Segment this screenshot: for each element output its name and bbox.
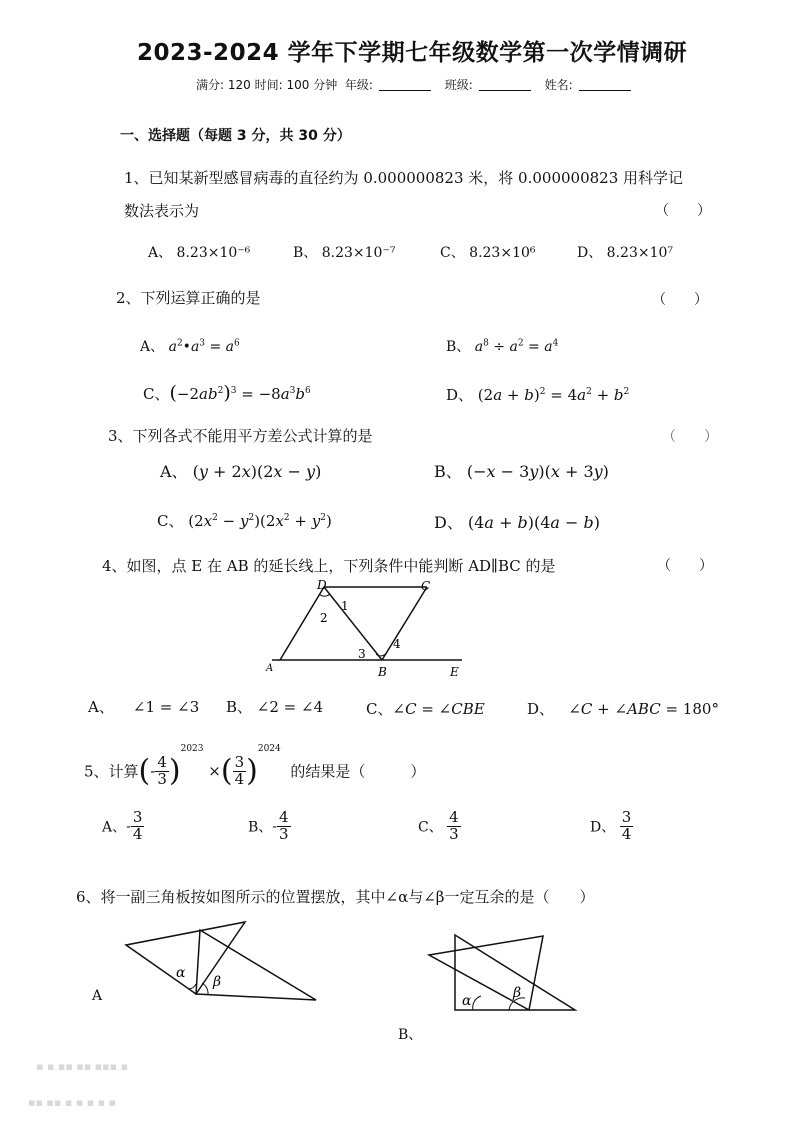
- q4-option-d-label: D、: [527, 700, 555, 718]
- q5-exp1: 2023: [180, 744, 204, 754]
- time-label: 时间:: [254, 78, 283, 92]
- q3-option-c-label: C、: [157, 512, 184, 530]
- q4-label-b: B: [378, 665, 387, 679]
- q6-option-b-label[interactable]: B、: [398, 1027, 423, 1043]
- q6b-beta: β: [513, 985, 522, 1001]
- q5-stem: 5、计算(- $\frac{4}{3}$ )$^{2023}$ ×( $\frac{3}{4}$ )$^{2024}$ 的结果是（ ）: [84, 744, 426, 789]
- grade-blank[interactable]: [379, 78, 431, 91]
- q5-option-a-label: A、: [102, 819, 127, 836]
- q1-option-d[interactable]: D、 8.23×10⁷: [577, 245, 674, 261]
- q4-stem: 4、如图，点 E 在 AB 的延长线上，下列条件中能判断 AD∥BC 的是: [102, 557, 556, 575]
- q6a-alpha: α: [176, 965, 186, 981]
- q2-option-b-label: B、: [446, 339, 471, 355]
- q4-option-c[interactable]: C、∠C = ∠CBE: [366, 700, 485, 718]
- q6-figure-a: [118, 920, 323, 1006]
- q3-option-b-label: B、: [434, 462, 462, 481]
- q3-option-b[interactable]: B、 (−x − 3y)(x + 3y): [434, 462, 609, 481]
- q4-option-c-label: C、: [366, 700, 393, 718]
- q5-suffix: 的结果是（ ）: [290, 762, 426, 781]
- q3-option-c[interactable]: C、 $(2x^2 - y^2)(2x^2 + y^2)$: [157, 512, 332, 530]
- name-label: 姓名:: [544, 78, 573, 92]
- q3-option-d[interactable]: D、 (4a + b)(4a − b): [434, 513, 601, 532]
- q5-option-d-label: D、: [590, 819, 616, 836]
- q4-option-a-label: A、: [88, 698, 114, 716]
- q4-angle-4: 4: [393, 637, 401, 651]
- scan-bleed-1: ▪ ▪ ▪▪ ▪▪ ▪▪▪ ▪: [36, 1060, 129, 1073]
- name-blank[interactable]: [579, 78, 631, 91]
- q2-stem: 2、下列运算正确的是: [116, 289, 261, 307]
- q1-stem-line2: 数法表示为: [124, 202, 200, 220]
- time-value: 100 分钟: [286, 78, 338, 92]
- q2-option-d-label: D、: [446, 386, 474, 404]
- q2-answer-paren[interactable]: （ ）: [652, 292, 708, 308]
- class-blank[interactable]: [479, 78, 531, 91]
- scan-bleed-2: ▪▪ ▪▪ ▪ ▪ ▪ ▪ ▪: [28, 1096, 117, 1109]
- q5-option-b[interactable]: B、- $\frac{4}{3}$: [248, 808, 289, 843]
- q4-answer-paren[interactable]: （ ）: [657, 558, 713, 574]
- class-label: 班级:: [444, 78, 473, 92]
- q3-answer-paren[interactable]: （ ）: [662, 429, 718, 445]
- q4-option-b[interactable]: B、 ∠2 = ∠4: [226, 698, 324, 716]
- q4-angle-2: 2: [320, 611, 328, 625]
- q4-angle-3: 3: [358, 647, 366, 661]
- q5-option-a[interactable]: A、- $\frac{3}{4}$: [102, 808, 143, 843]
- q5-prefix: 5、计算: [84, 762, 139, 781]
- q4-option-a[interactable]: A、 ∠1 = ∠3: [88, 698, 200, 716]
- q4-label-c: C: [421, 579, 431, 593]
- q5-option-c-label: C、: [418, 819, 443, 836]
- q6b-alpha: α: [462, 993, 472, 1009]
- q2-option-a-label: A、: [140, 339, 165, 355]
- q2-option-b[interactable]: B、 $a^8 \div a^2 = a^4$: [446, 338, 559, 355]
- q6a-beta: β: [213, 974, 222, 990]
- q1-stem-line1: 1、已知某新型感冒病毒的直径约为 0.000000823 米，将 0.000000823 用科学记: [124, 169, 684, 187]
- q1-option-a[interactable]: A、 8.23×10⁻⁶: [148, 245, 251, 261]
- q3-stem: 3、下列各式不能用平方差公式计算的是: [108, 427, 373, 445]
- exam-info-line: [196, 76, 641, 93]
- q5-exp2: 2024: [257, 744, 281, 754]
- q2-option-d[interactable]: D、 $(2a + b)^2 = 4a^2 + b^2$: [446, 386, 630, 404]
- q4-figure: [262, 578, 472, 680]
- q1-option-c[interactable]: C、 8.23×10⁶: [440, 245, 536, 261]
- q4-angle-1: 1: [341, 599, 349, 613]
- score-value: 120: [227, 78, 251, 92]
- q6-stem: 6、将一副三角板按如图所示的位置摆放，其中∠α与∠β一定互余的是（ ）: [76, 888, 595, 906]
- q4-label-e: E: [450, 665, 459, 679]
- q5-option-c[interactable]: C、 $\frac{4}{3}$: [418, 808, 459, 843]
- q6-figure-b: [425, 930, 580, 1014]
- q4-option-d[interactable]: D、 ∠C + ∠ABC = 180°: [527, 700, 719, 718]
- q5-option-b-label: B、: [248, 819, 273, 836]
- q4-option-b-label: B、: [226, 698, 253, 716]
- q2-option-a[interactable]: A、 $a^2•a^3 = a^6$: [140, 338, 240, 355]
- q3-option-a-label: A、: [160, 462, 188, 481]
- q4-label-d: D: [317, 578, 327, 592]
- exam-title: 2023-2024 学年下学期七年级数学第一次学情调研: [137, 40, 688, 66]
- q5-option-d[interactable]: D、 $\frac{3}{4}$: [590, 808, 632, 843]
- grade-label: 年级:: [344, 78, 373, 92]
- q2-option-c[interactable]: C、$(-2ab^2)^3 = -8a^3b^6$: [143, 382, 311, 404]
- q3-option-a[interactable]: A、 (y + 2x)(2x − y): [160, 462, 322, 481]
- q2-option-c-label: C、: [143, 385, 170, 403]
- q4-label-a: A: [266, 663, 274, 674]
- score-label: 满分:: [196, 78, 225, 92]
- q6-option-a-label[interactable]: A: [92, 988, 103, 1004]
- q3-option-d-label: D、: [434, 513, 463, 532]
- q1-answer-paren[interactable]: （ ）: [655, 203, 711, 219]
- q1-option-b[interactable]: B、 8.23×10⁻⁷: [293, 245, 396, 261]
- section-heading: 一、选择题（每题 3 分，共 30 分）: [120, 128, 351, 144]
